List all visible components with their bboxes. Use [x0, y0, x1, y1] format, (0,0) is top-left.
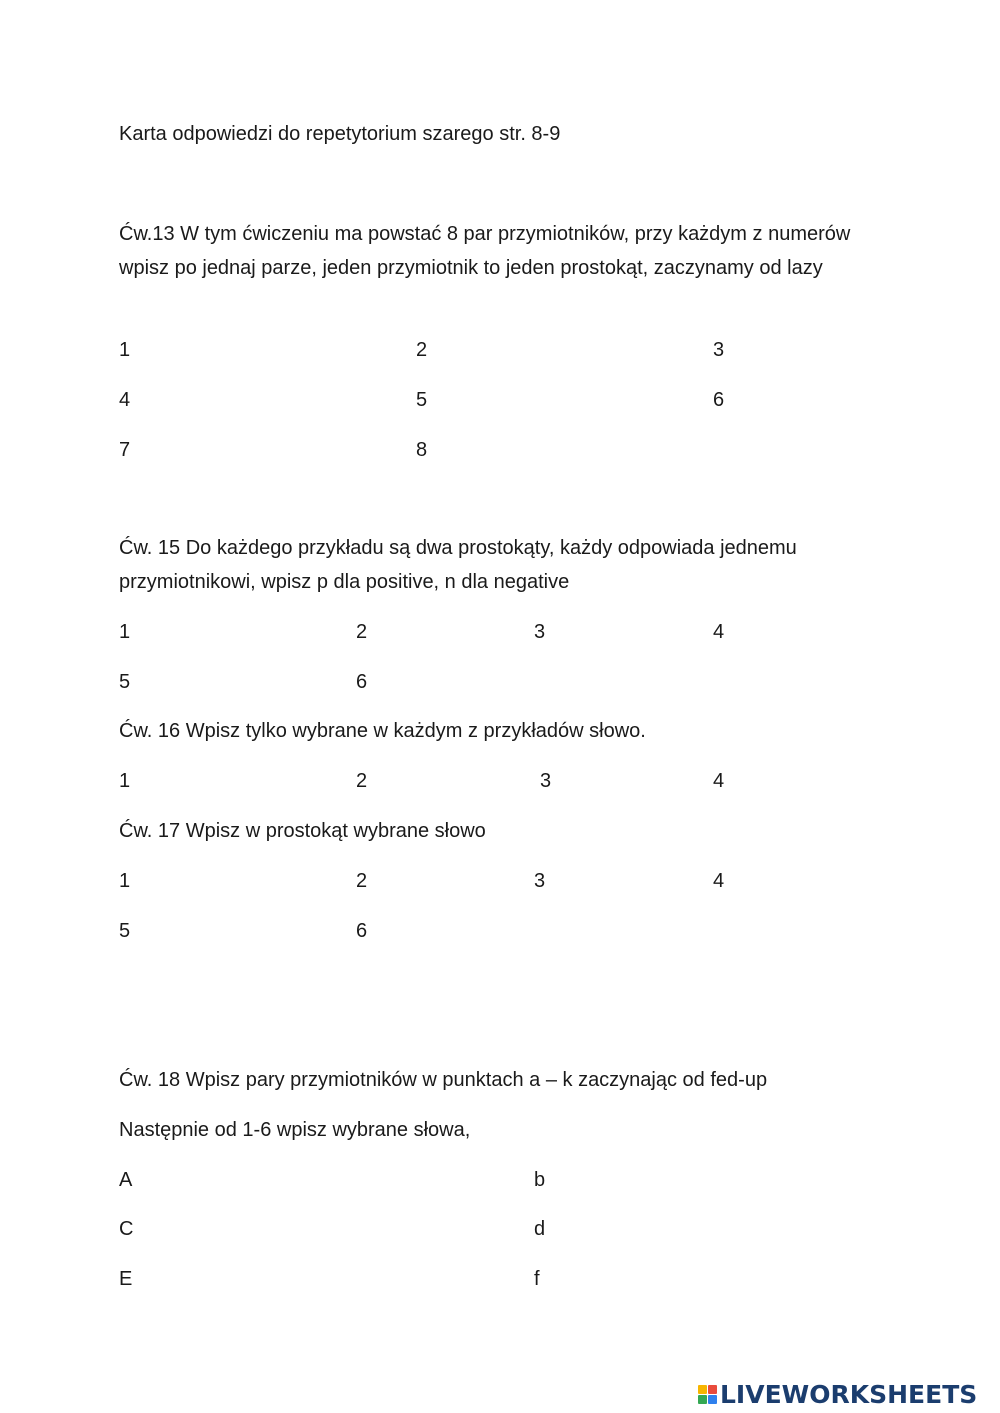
ex17-number: 1	[119, 870, 131, 892]
ex18-letter: f	[534, 1268, 540, 1290]
ex18-letter: b	[534, 1169, 546, 1191]
ex13-number: 8	[416, 439, 428, 461]
ex15-number: 3	[534, 621, 546, 643]
ex15-number: 2	[356, 621, 368, 643]
ex18-subinstruction: Następnie od 1-6 wpisz wybrane słowa,	[119, 1119, 471, 1141]
ex18-letter: d	[534, 1218, 546, 1240]
ex18-letter: A	[119, 1169, 133, 1191]
ex17-number: 6	[356, 920, 368, 942]
ex16-number: 1	[119, 770, 131, 792]
ex18-letter: C	[119, 1218, 134, 1240]
ex18-letter: E	[119, 1268, 133, 1290]
ex17-number: 4	[713, 870, 725, 892]
watermark-text: LIVEWORKSHEETS	[720, 1379, 978, 1409]
ex13-number: 1	[119, 339, 131, 361]
ex18-instruction: Ćw. 18 Wpisz pary przymiotników w punktach a – k zaczynając od fed-up	[119, 1069, 768, 1091]
ex15-instruction: Ćw. 15 Do każdego przykładu są dwa prostokąty, każdy odpowiada jednemu przymiotnikowi, wpisz p dla positive, n dla negative	[119, 537, 797, 593]
ex15-number: 5	[119, 671, 131, 693]
logo-square	[708, 1395, 717, 1404]
logo-square	[708, 1385, 717, 1394]
logo-square	[698, 1395, 707, 1404]
ex13-instruction: Ćw.13 W tym ćwiczeniu ma powstać 8 par przymiotników, przy każdym z numerów wpisz po jednaj parze, jeden przymiotnik to jeden prostokąt, zaczynamy od lazy	[119, 223, 851, 279]
logo-square	[698, 1385, 707, 1394]
ex16-instruction: Ćw. 16 Wpisz tylko wybrane w każdym z przykładów słowo.	[119, 720, 646, 742]
ex13-number: 2	[416, 339, 428, 361]
ex17-number: 2	[356, 870, 368, 892]
liveworksheets-logo-icon	[698, 1385, 717, 1404]
liveworksheets-watermark	[698, 1380, 977, 1408]
ex17-number: 5	[119, 920, 131, 942]
ex17-instruction: Ćw. 17 Wpisz w prostokąt wybrane słowo	[119, 820, 486, 842]
ex13-number: 5	[416, 389, 428, 411]
ex15-number: 4	[713, 621, 725, 643]
ex13-number: 4	[119, 389, 131, 411]
ex13-number: 3	[713, 339, 725, 361]
ex17-number: 3	[534, 870, 546, 892]
ex15-number: 6	[356, 671, 368, 693]
ex13-number: 6	[713, 389, 725, 411]
ex16-number: 3	[540, 770, 552, 792]
page-title: Karta odpowiedzi do repetytorium szarego str. 8-9	[119, 123, 561, 145]
ex16-number: 4	[713, 770, 725, 792]
ex15-number: 1	[119, 621, 131, 643]
ex16-number: 2	[356, 770, 368, 792]
ex13-number: 7	[119, 439, 131, 461]
